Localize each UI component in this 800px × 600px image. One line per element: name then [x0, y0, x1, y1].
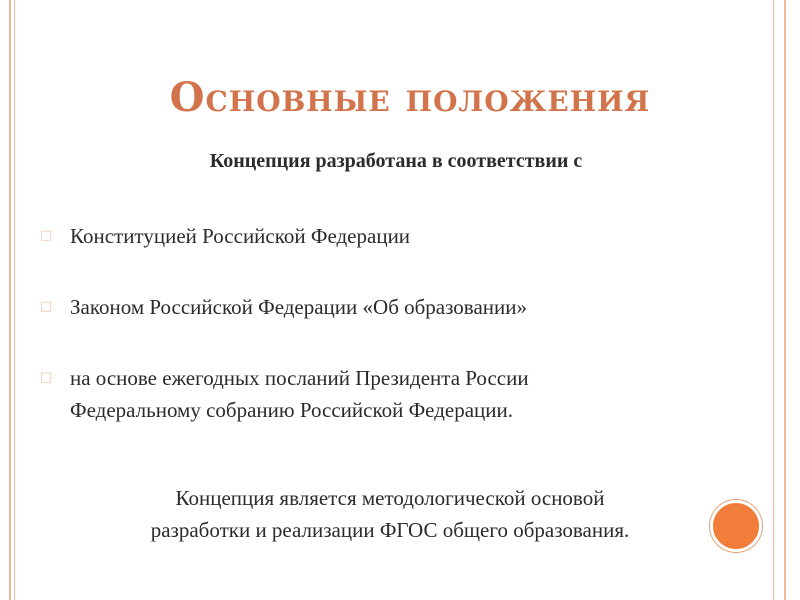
bullet-text-line: Федеральному собранию Российской Федерации.: [70, 398, 513, 422]
bullet-marker-icon: □: [40, 228, 53, 243]
conclusion-line: Концепция является методологической основой: [175, 486, 605, 510]
left-border-line-inner: [14, 0, 15, 600]
bullet-list: [40, 220, 740, 426]
bullet-item: [40, 291, 740, 323]
bullet-item: [40, 220, 740, 252]
slide-title: Основные положения: [169, 74, 651, 121]
bullet-item: [40, 362, 740, 426]
bullet-marker-icon: □: [40, 299, 53, 314]
slide-subtitle: Концепция разработана в соответствии с: [209, 150, 583, 172]
conclusion-line: разработки и реализации ФГОС общего образования.: [150, 518, 630, 542]
right-border-line-outer: [784, 0, 786, 600]
bullet-marker-icon: □: [40, 370, 53, 385]
bullet-text-line: на основе ежегодных посланий Президента России: [70, 366, 529, 390]
bullet-text: Конституцией Российской Федерации: [70, 224, 411, 248]
left-border-line-outer: [9, 0, 11, 600]
conclusion-text: [40, 482, 740, 546]
bullet-text: Законом Российской Федерации «Об образовании»: [70, 295, 527, 319]
decorative-circle-icon: [710, 500, 762, 552]
